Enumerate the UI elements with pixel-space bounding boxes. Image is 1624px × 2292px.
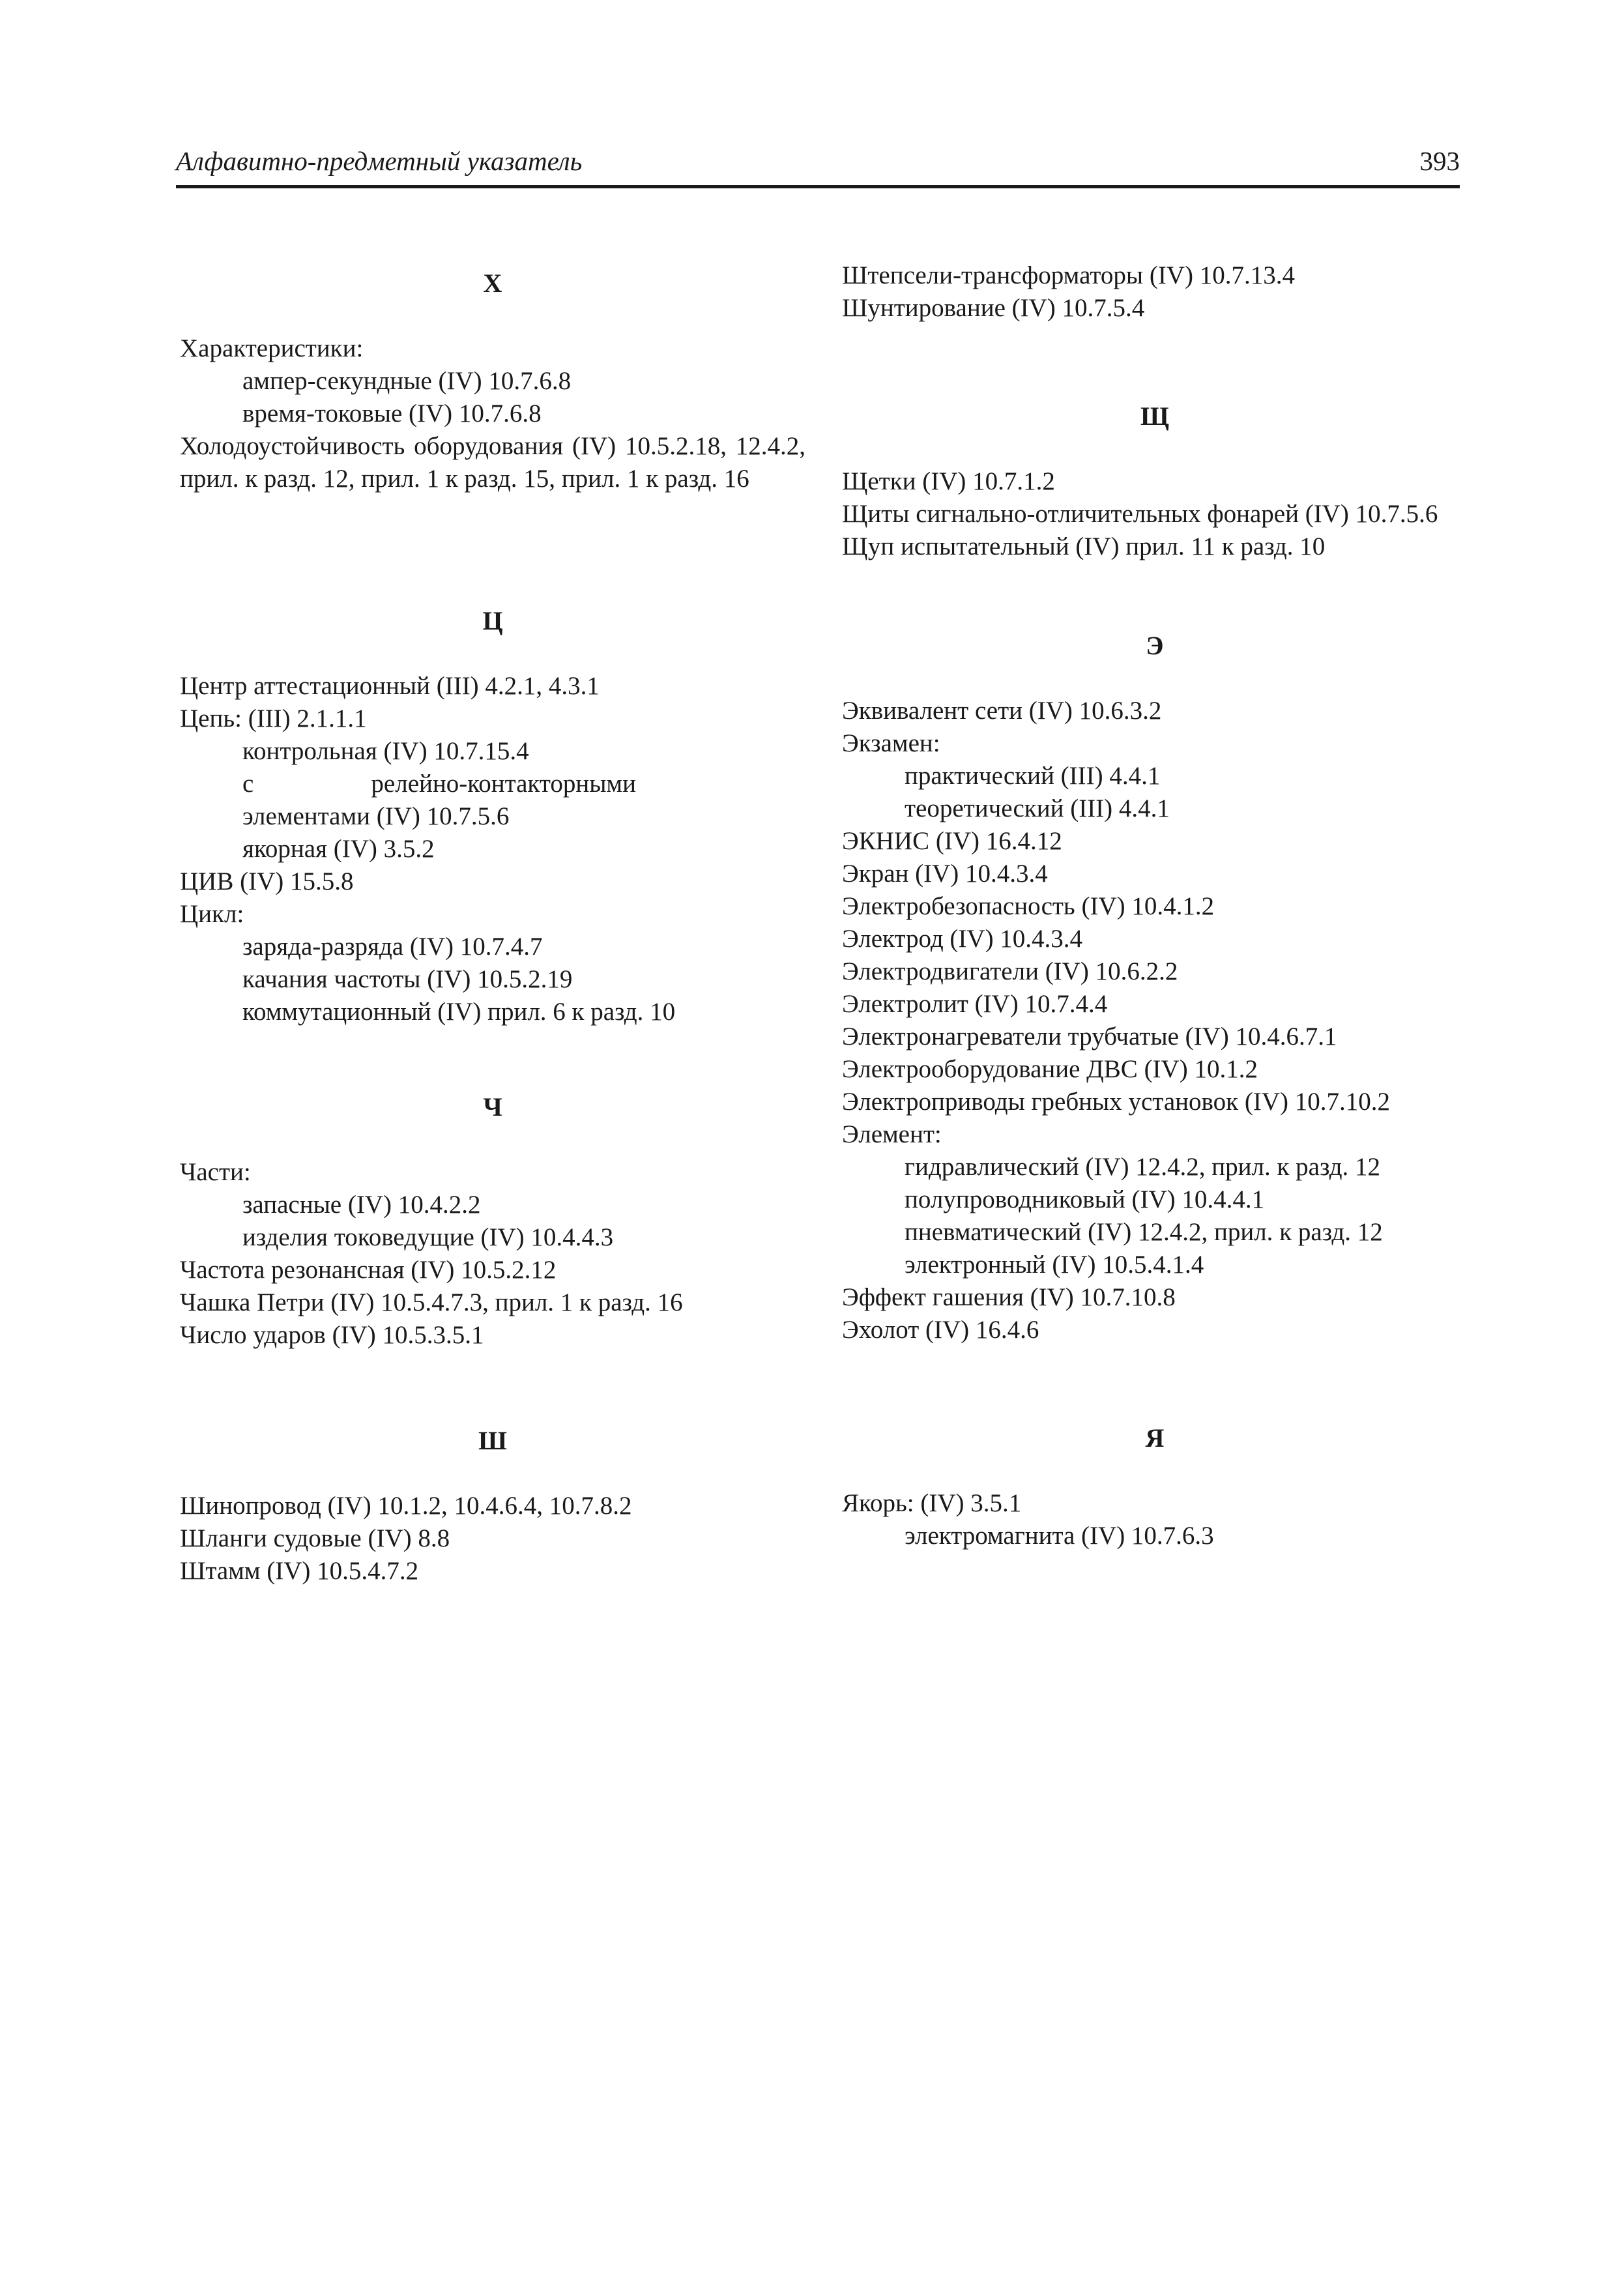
index-subentry: запасные (IV) 10.4.2.2	[242, 1191, 481, 1219]
index-entry: Электрод (IV) 10.4.3.4	[842, 925, 1083, 953]
index-entry: Экзамен:	[842, 729, 940, 757]
index-entry: Экран (IV) 10.4.3.4	[842, 860, 1048, 888]
index-entry: Цикл:	[180, 900, 244, 928]
index-entry: Щиты сигнально-отличительных фонарей (IV) 10.7.5.6	[842, 500, 1438, 528]
index-entry: ЭКНИС (IV) 16.4.12	[842, 827, 1062, 855]
section-letter: Ц	[482, 606, 503, 635]
section-letter: Ч	[483, 1092, 502, 1122]
index-section-ya	[842, 1422, 1468, 1552]
index-entry: Шунтирование (IV) 10.7.5.4	[842, 294, 1145, 322]
page-header	[176, 145, 1460, 188]
index-entry: Якорь: (IV) 3.5.1	[842, 1489, 1022, 1517]
index-entry: Чашка Петри (IV) 10.5.4.7.3, прил. 1 к разд. 16	[180, 1288, 683, 1316]
index-section-sh	[180, 1425, 805, 1588]
index-entry: Щуп испытательный (IV) прил. 11 к разд. 10	[842, 532, 1326, 560]
index-subentry: качания частоты (IV) 10.5.2.19	[242, 965, 573, 993]
index-subentry: контрольная (IV) 10.7.15.4	[242, 737, 529, 765]
index-subentry: пневматический (IV) 12.4.2, прил. к разд. 12	[905, 1218, 1383, 1246]
index-entry: Холодоустойчивость оборудования (IV) 10.5.2.18, 12.4.2, прил. к разд. 12, прил. 1 к разд. 15, прил. 1 к разд. 16	[180, 432, 805, 493]
index-entry: Штамм (IV) 10.5.4.7.2	[180, 1557, 419, 1585]
index-subentry: электромагнита (IV) 10.7.6.3	[905, 1522, 1214, 1550]
index-entry: Эхолот (IV) 16.4.6	[842, 1316, 1039, 1344]
index-entry: Электронагреватели трубчатые (IV) 10.4.6.7.1	[842, 1023, 1337, 1051]
index-entry: Число ударов (IV) 10.5.3.5.1	[180, 1321, 484, 1349]
index-entry: Шланги судовые (IV) 8.8	[180, 1524, 450, 1552]
index-section-shch	[842, 400, 1468, 563]
index-entry: Цепь: (III) 2.1.1.1	[180, 704, 367, 733]
index-entry: Характеристики:	[180, 334, 364, 362]
page-number: 393	[1419, 146, 1460, 176]
index-subentry: полупроводниковый (IV) 10.4.4.1	[905, 1185, 1265, 1213]
index-subentry: якорная (IV) 3.5.2	[242, 835, 435, 863]
index-entry: Электролит (IV) 10.7.4.4	[842, 990, 1108, 1018]
index-section-sh-continued	[842, 259, 1468, 325]
index-entry: Эффект гашения (IV) 10.7.10.8	[842, 1283, 1176, 1311]
index-subentry: заряда-разряда (IV) 10.7.4.7	[242, 933, 543, 961]
index-subentry: коммутационный (IV) прил. 6 к разд. 10	[242, 998, 676, 1026]
section-letter: Ш	[478, 1426, 507, 1455]
index-subentry: с релейно-контакторными элементами (IV) 10.7.5.6	[242, 770, 636, 830]
section-letter: Х	[483, 268, 502, 298]
section-letter: Щ	[1140, 401, 1169, 431]
section-letter: Э	[1146, 631, 1164, 660]
index-subentry: изделия токоведущие (IV) 10.4.4.3	[242, 1223, 614, 1251]
index-entry: Щетки (IV) 10.7.1.2	[842, 467, 1055, 495]
index-subentry: электронный (IV) 10.5.4.1.4	[905, 1251, 1204, 1279]
index-entry: Шинопровод (IV) 10.1.2, 10.4.6.4, 10.7.8.2	[180, 1492, 632, 1520]
index-entry: Электроприводы гребных установок (IV) 10.7.10.2	[842, 1088, 1390, 1116]
running-title: Алфавитно-предметный указатель	[176, 146, 583, 176]
index-subentry: практический (III) 4.4.1	[905, 762, 1161, 790]
index-subentry: теоретический (III) 4.4.1	[905, 794, 1170, 822]
index-entry: Частота резонансная (IV) 10.5.2.12	[180, 1256, 557, 1284]
index-entry: ЦИВ (IV) 15.5.8	[180, 867, 354, 895]
index-entry: Части:	[180, 1158, 251, 1186]
index-section-ch	[180, 1091, 805, 1352]
index-entry: Эквивалент сети (IV) 10.6.3.2	[842, 697, 1162, 725]
index-section-kh	[180, 267, 805, 495]
index-entry: Электробезопасность (IV) 10.4.1.2	[842, 892, 1215, 920]
index-entry: Штепсели-трансформаторы (IV) 10.7.13.4	[842, 261, 1295, 289]
index-subentry: ампер-секундные (IV) 10.7.6.8	[242, 367, 572, 395]
index-subentry: время-токовые (IV) 10.7.6.8	[242, 399, 542, 428]
index-section-ts	[180, 605, 805, 1028]
section-letter: Я	[1145, 1423, 1165, 1453]
index-entry: Электродвигатели (IV) 10.6.2.2	[842, 957, 1178, 985]
index-subentry: гидравлический (IV) 12.4.2, прил. к разд. 12	[905, 1153, 1381, 1181]
index-entry: Элемент:	[842, 1120, 942, 1148]
index-section-e	[842, 630, 1468, 1346]
index-entry: Электрооборудование ДВС (IV) 10.1.2	[842, 1055, 1258, 1083]
index-entry: Центр аттестационный (III) 4.2.1, 4.3.1	[180, 672, 600, 700]
